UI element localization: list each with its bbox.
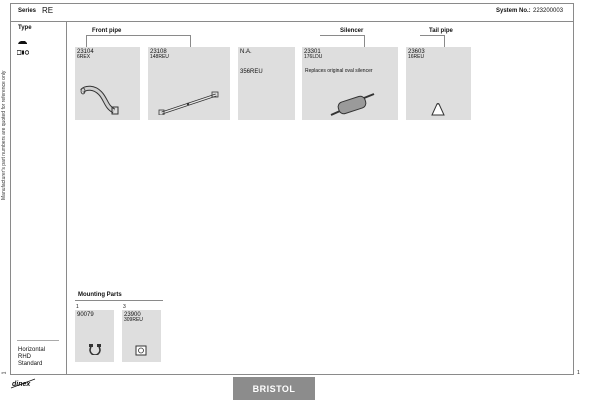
part-number: 23301 (304, 49, 321, 55)
front-pipe-heading: Front pipe (92, 28, 122, 34)
config-line-2: RHD (18, 354, 31, 360)
page-number: 1 (577, 370, 580, 376)
part-card[interactable] (148, 47, 230, 120)
mounting-card[interactable] (122, 310, 161, 362)
clamp-icon (88, 343, 102, 355)
silencer-bracket (320, 35, 364, 36)
front-pipe-bend-icon (80, 83, 122, 117)
part-ref: 6REX (77, 54, 91, 60)
mounting-parts-bracket (75, 300, 163, 301)
tail-pipe-heading: Tail pipe (429, 28, 453, 34)
part-ref: 176LDU (304, 54, 323, 60)
config-line-3: Standard (18, 361, 43, 367)
part-number: N.A. (240, 49, 252, 55)
part-ref: 16REU (408, 54, 425, 60)
svg-text:dinex: dinex (12, 381, 31, 388)
sidebar-divider (66, 21, 67, 375)
part-extra-ref: 356REU (240, 69, 263, 75)
mount-number: 90079 (77, 312, 94, 318)
mount-qty: 3 (123, 304, 126, 310)
bracket-tick (364, 35, 365, 47)
footer-label-box (233, 377, 315, 400)
silencer-icon (330, 93, 376, 117)
straight-pipe-icon (158, 91, 222, 115)
footer-label: BRISTOL (252, 384, 296, 394)
disclaimer-text: Manufacturer's part numbers are quoted for reference only (1, 70, 7, 200)
bracket-tick (444, 35, 445, 47)
system-value: 223200003 (533, 8, 564, 14)
tail-pipe-icon (430, 103, 446, 117)
mounting-parts-heading: Mounting Parts (78, 292, 122, 298)
part-ref: 148REU (150, 54, 169, 60)
part-number: 23104 (77, 49, 94, 55)
mount-number: 23900 (124, 312, 141, 318)
config-divider (17, 340, 59, 341)
part-note: Replaces original oval silencer (305, 68, 373, 74)
bracket-tick (190, 35, 191, 47)
header-divider (10, 21, 574, 22)
gasket-icon (135, 345, 147, 356)
series-value: RE (42, 6, 54, 15)
series-label: Series (18, 8, 37, 14)
mount-qty: 1 (76, 304, 79, 310)
sidebar-page-marker: 1 (1, 371, 8, 375)
part-card[interactable] (238, 47, 295, 120)
tail-pipe-bracket (420, 35, 444, 36)
part-number: 23108 (150, 49, 167, 55)
silencer-heading: Silencer (340, 28, 364, 34)
part-card[interactable] (75, 47, 140, 120)
engine-spec-icon (17, 50, 29, 55)
part-card[interactable] (302, 47, 398, 120)
mounting-card[interactable] (75, 310, 114, 362)
mount-ref: 309REU (124, 317, 143, 323)
part-number: 23603 (408, 49, 425, 55)
type-label: Type (18, 25, 32, 31)
bracket-tick (86, 35, 87, 47)
config-line-1: Horizontal (18, 347, 46, 353)
system-label: System No.: (496, 8, 531, 14)
part-card[interactable] (406, 47, 471, 120)
dinex-logo (10, 378, 36, 389)
car-icon (18, 41, 27, 45)
front-pipe-bracket (86, 35, 190, 36)
